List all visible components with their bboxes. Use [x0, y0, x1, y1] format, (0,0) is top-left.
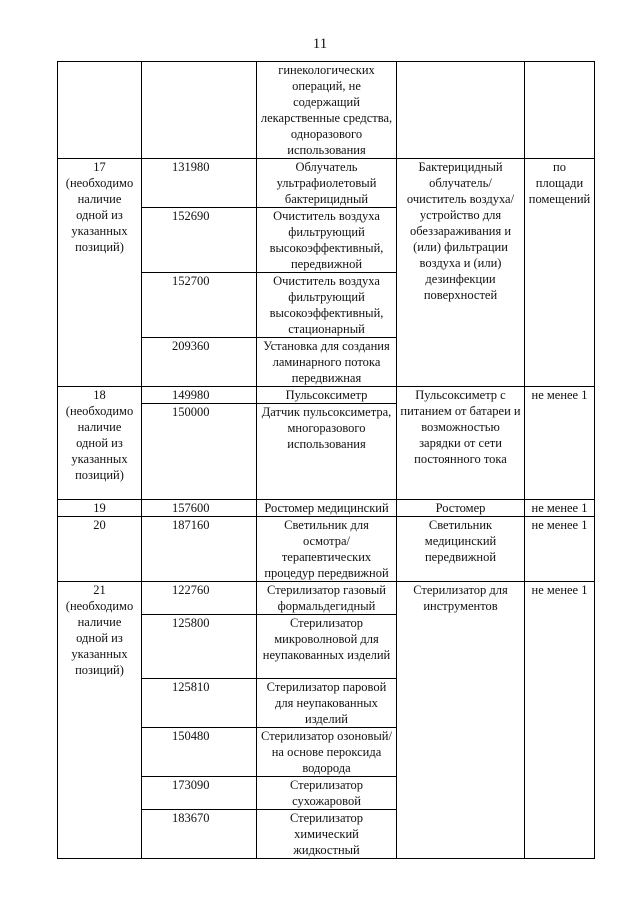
- quantity-cell: не менее 1: [525, 387, 595, 500]
- device-type-cell: Светильник медицинский передвижной: [397, 517, 525, 582]
- position-cell: 18 (необходимо наличие одной из указанных позиций): [58, 387, 142, 500]
- position-cell: 20: [58, 517, 142, 582]
- device-name-cell: Стерилизатор химический жидкостный: [257, 810, 397, 859]
- code-cell: 122760: [142, 582, 257, 615]
- page-number: 11: [312, 36, 328, 52]
- position-cell: [58, 62, 142, 159]
- code-cell: 152700: [142, 273, 257, 338]
- device-name-cell: Очиститель воздуха фильтрующий высокоэффективный, передвижной: [257, 208, 397, 273]
- device-name-cell: Стерилизатор газовый формальдегидный: [257, 582, 397, 615]
- code-cell: 149980: [142, 387, 257, 404]
- quantity-cell: [525, 62, 595, 159]
- equipment-table: [57, 61, 595, 859]
- code-cell: 157600: [142, 500, 257, 517]
- device-name-cell: Стерилизатор сухожаровой: [257, 777, 397, 810]
- code-cell: 150000: [142, 404, 257, 500]
- table-row: [58, 159, 595, 208]
- device-type-cell: Пульсоксиметр с питанием от батареи и возможностью зарядки от сети постоянного тока: [397, 387, 525, 500]
- code-cell: [142, 62, 257, 159]
- quantity-cell: не менее 1: [525, 500, 595, 517]
- device-name-cell: Ростомер медицинский: [257, 500, 397, 517]
- device-name-cell: Датчик пульсоксиметра, многоразового использования: [257, 404, 397, 500]
- position-cell: 19: [58, 500, 142, 517]
- code-cell: 150480: [142, 728, 257, 777]
- device-name-cell: Светильник для осмотра/ терапевтических процедур передвижной: [257, 517, 397, 582]
- table-row: [58, 517, 595, 582]
- quantity-cell: не менее 1: [525, 582, 595, 859]
- code-cell: 125800: [142, 615, 257, 679]
- code-cell: 183670: [142, 810, 257, 859]
- code-cell: 187160: [142, 517, 257, 582]
- position-cell: 17 (необходимо наличие одной из указанных позиций): [58, 159, 142, 387]
- device-type-cell: Бактерицидный облучатель/ очиститель воздуха/ устройство для обеззараживания и (или) фильтрации воздуха и (или) дезинфекции поверхностей: [397, 159, 525, 387]
- code-cell: 209360: [142, 338, 257, 387]
- table-row: [58, 62, 595, 159]
- position-cell: 21 (необходимо наличие одной из указанных позиций): [58, 582, 142, 859]
- device-name-cell: Облучатель ультрафиолетовый бактерицидный: [257, 159, 397, 208]
- code-cell: 131980: [142, 159, 257, 208]
- code-cell: 173090: [142, 777, 257, 810]
- device-name-cell: Установка для создания ламинарного потока передвижная: [257, 338, 397, 387]
- device-type-cell: Стерилизатор для инструментов: [397, 582, 525, 859]
- quantity-cell: не менее 1: [525, 517, 595, 582]
- table-row: [58, 582, 595, 615]
- device-type-cell: Ростомер: [397, 500, 525, 517]
- device-name-cell: Пульсоксиметр: [257, 387, 397, 404]
- device-name-cell: Очиститель воздуха фильтрующий высокоэффективный, стационарный: [257, 273, 397, 338]
- table-row: [58, 500, 595, 517]
- table-row: [58, 387, 595, 404]
- device-name-cell: Стерилизатор микроволновой для неупакованных изделий: [257, 615, 397, 679]
- device-name-cell: Стерилизатор озоновый/на основе пероксида водорода: [257, 728, 397, 777]
- device-type-cell: [397, 62, 525, 159]
- code-cell: 125810: [142, 679, 257, 728]
- code-cell: 152690: [142, 208, 257, 273]
- device-name-cell: гинекологических операций, не содержащий лекарственные средства, одноразового использования: [257, 62, 397, 159]
- device-name-cell: Стерилизатор паровой для неупакованных изделий: [257, 679, 397, 728]
- quantity-cell: по площади помещений: [525, 159, 595, 387]
